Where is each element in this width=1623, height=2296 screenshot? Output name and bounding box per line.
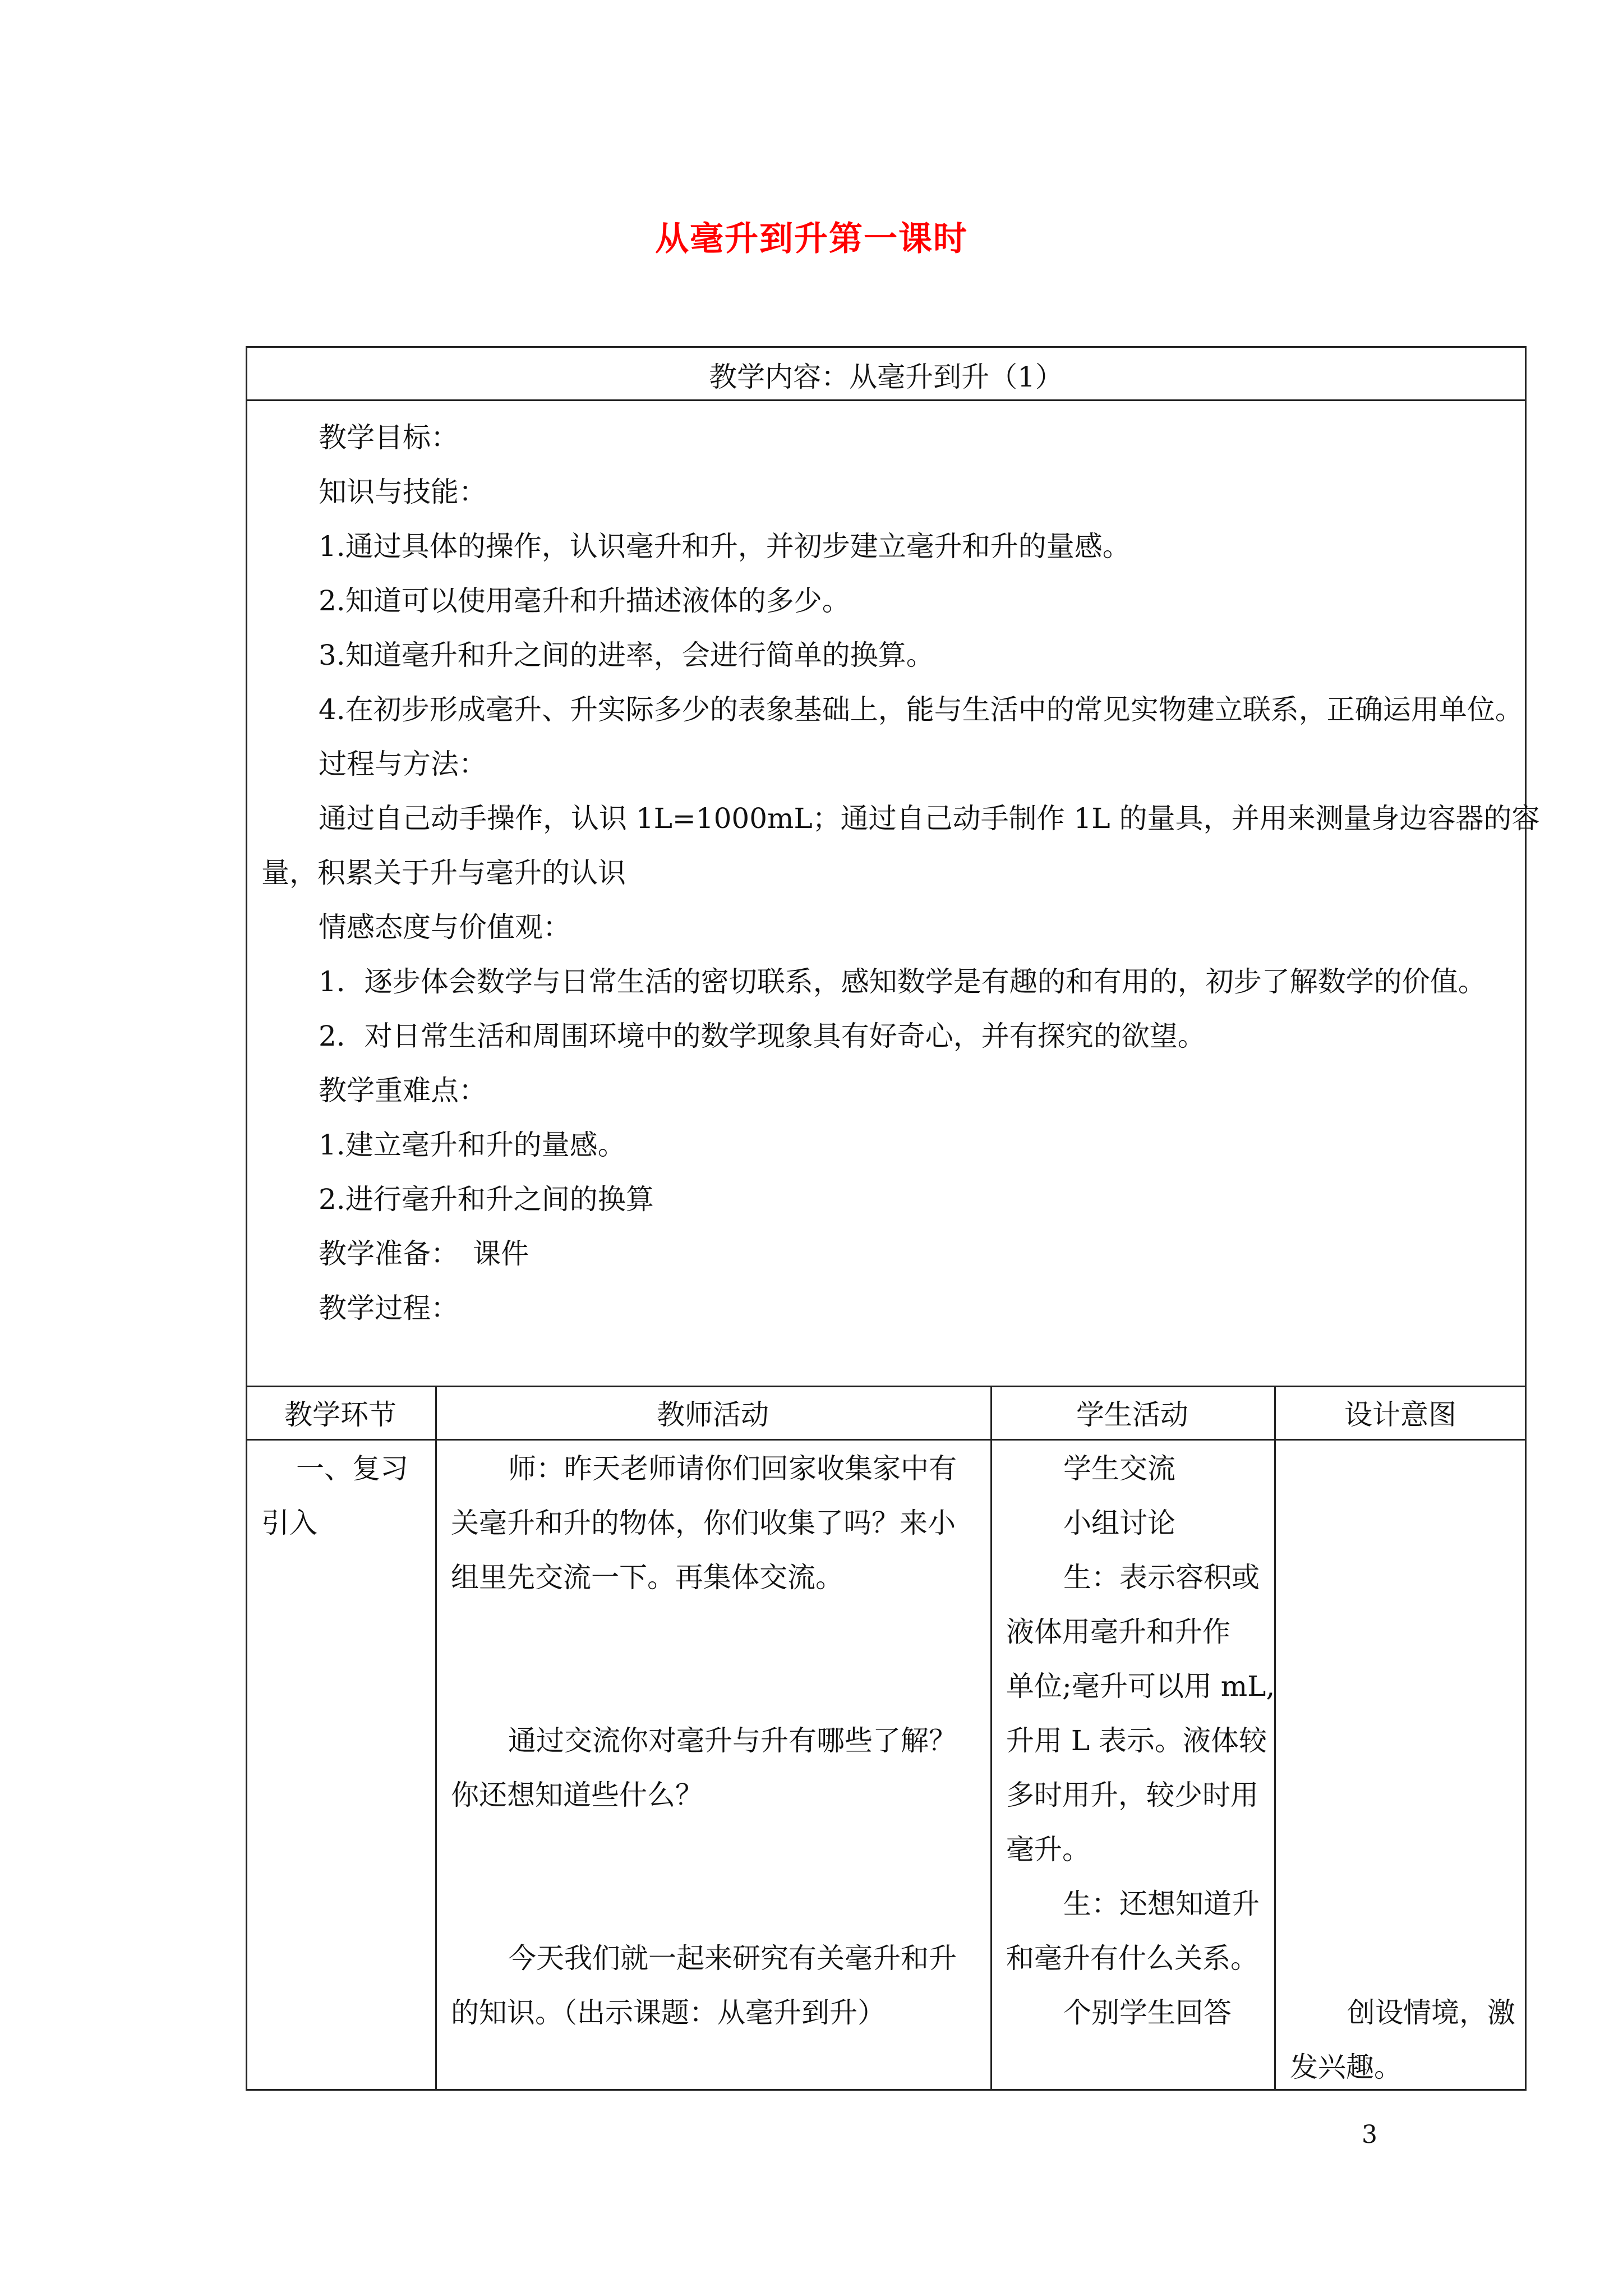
page-number: 3 <box>1362 2120 1377 2149</box>
keypoints-heading: 教学重难点： <box>319 1074 487 1107</box>
teacher-activity-line: 师：昨天老师请你们回家收集家中有 <box>508 1452 957 1485</box>
process-heading: 过程与方法： <box>319 748 487 780</box>
stage-text: 引入 <box>261 1507 317 1539</box>
stage-text: 一、复习 <box>296 1452 408 1485</box>
column-header-student: 学生活动 <box>1076 1398 1188 1431</box>
teacher-activity-line: 你还想知道些什么？ <box>451 1779 703 1811</box>
attitude-item: 1．逐步体会数学与日常生活的密切联系，感知数学是有趣的和有用的，初步了解数学的价值。 <box>319 965 1486 998</box>
page-title: 从毫升到升第一课时 <box>655 219 968 259</box>
student-activity-line: 小组讨论 <box>1063 1507 1175 1539</box>
student-activity-line: 个别学生回答 <box>1063 1996 1232 2029</box>
student-activity-line: 升用 L 表示。液体较 <box>1006 1724 1267 1757</box>
process-text: 通过自己动手操作，认识 1L=1000mL；通过自己动手制作 1L 的量具，并用来测量身边容器的容 <box>319 802 1540 835</box>
student-activity-line: 多时用升，较少时用 <box>1006 1779 1258 1811</box>
column-header-intent: 设计意图 <box>1344 1398 1456 1431</box>
teacher-activity-line: 的知识。（出示课题：从毫升到升） <box>451 1996 886 2029</box>
teacher-activity-line: 关毫升和升的物体，你们收集了吗？来小 <box>451 1507 956 1539</box>
table-header-content: 教学内容：从毫升到升（1） <box>709 361 1063 393</box>
column-divider-3 <box>1274 1386 1276 2091</box>
knowledge-item: 3.知道毫升和升之间的进率，会进行简单的换算。 <box>319 639 934 671</box>
student-activity-line: 毫升。 <box>1006 1833 1090 1866</box>
objectives-heading: 教学目标： <box>319 421 459 454</box>
knowledge-item: 4.在初步形成毫升、升实际多少的表象基础上，能与生活中的常见实物建立联系，正确运用单位。 <box>319 693 1523 726</box>
column-header-top-rule <box>246 1386 1527 1387</box>
student-activity-line: 学生交流 <box>1063 1452 1175 1485</box>
keypoints-item: 2.进行毫升和升之间的换算 <box>319 1183 654 1216</box>
knowledge-item: 2.知道可以使用毫升和升描述液体的多少。 <box>319 585 850 617</box>
knowledge-item: 1.通过具体的操作，认识毫升和升，并初步建立毫升和升的量感。 <box>319 530 1131 563</box>
column-header-stage: 教学环节 <box>284 1398 396 1431</box>
column-divider-2 <box>990 1386 992 2091</box>
teacher-activity-line: 组里先交流一下。再集体交流。 <box>451 1561 843 1594</box>
knowledge-heading: 知识与技能： <box>319 476 487 508</box>
keypoints-item: 1.建立毫升和升的量感。 <box>319 1129 626 1161</box>
teacher-activity-line: 通过交流你对毫升与升有哪些了解？ <box>508 1724 957 1757</box>
design-intent-line: 发兴趣。 <box>1290 2051 1402 2083</box>
teacher-activity-line: 今天我们就一起来研究有关毫升和升 <box>508 1942 957 1975</box>
design-intent-line: 创设情境，激 <box>1347 1996 1515 2029</box>
process-label: 教学过程： <box>319 1292 459 1324</box>
student-activity-line: 生：表示容积或 <box>1063 1561 1260 1594</box>
prep-text: 教学准备： 课件 <box>319 1237 529 1270</box>
process-text: 量，积累关于升与毫升的认识 <box>261 857 626 889</box>
student-activity-line: 液体用毫升和升作 <box>1006 1616 1230 1648</box>
student-activity-line: 生：还想知道升 <box>1063 1888 1260 1920</box>
attitude-heading: 情感态度与价值观： <box>319 911 571 944</box>
attitude-item: 2．对日常生活和周围环境中的数学现象具有好奇心，并有探究的欲望。 <box>319 1020 1206 1052</box>
student-activity-line: 和毫升有什么关系。 <box>1006 1942 1258 1975</box>
column-divider-1 <box>435 1386 437 2091</box>
student-activity-line: 单位;毫升可以用 mL, <box>1006 1670 1275 1703</box>
column-header-teacher: 教师活动 <box>657 1398 769 1431</box>
